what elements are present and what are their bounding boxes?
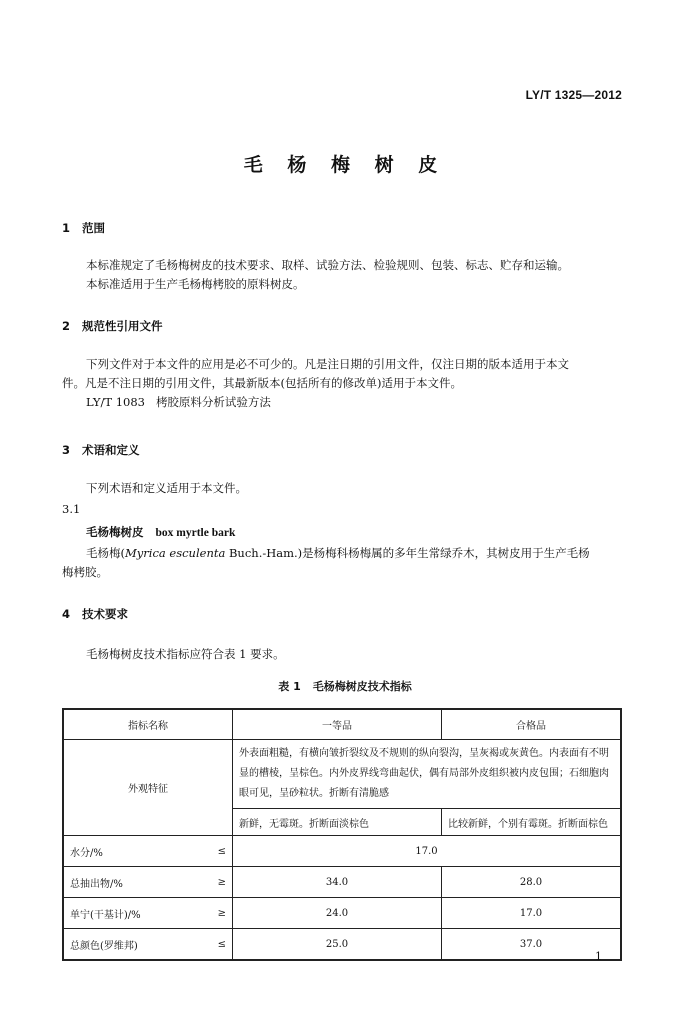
requirements-paragraph: [62, 645, 622, 664]
reference-entry: [62, 393, 622, 412]
appearance-first-grade: 新鲜，无霉斑。折断面淡棕色: [233, 809, 442, 836]
appearance-qualified: 比较新鲜，个别有霉斑。折断面棕色: [442, 809, 622, 836]
terms-intro: [62, 479, 622, 498]
section-heading-requirements: [62, 606, 128, 622]
references-line-1: 下列文件对于本文件的应用是必不可少的。凡是注日期的引用文件，仅注日期的版本适用于本文: [86, 357, 569, 371]
references-paragraph: [62, 355, 622, 412]
spec-table: [62, 708, 622, 961]
scope-line-1: 本标准规定了毛杨梅树皮的技术要求、取样、试验方法、检验规则、包装、标志、贮存和运输。: [86, 258, 569, 272]
term-english: box myrtle bark: [155, 527, 236, 539]
row-value-first: 25.0: [233, 929, 442, 961]
scope-line-2: 本标准适用于生产毛杨梅栲胶的原料树皮。: [86, 277, 305, 291]
page-number: 1: [595, 950, 602, 963]
appearance-common-desc: 外表面粗糙，有横向皱折裂纹及不规则的纵向裂沟，呈灰褐或灰黄色。内表面有不明显的槽棱，呈棕色。内外皮界线弯曲起伏，偶有局部外皮组织被内皮包围；石细胞肉眼可见，呈砂粒状。折断有清脆感: [233, 740, 622, 809]
terms-intro-text: 下列术语和定义适用于本文件。: [86, 481, 247, 495]
term-entry: [86, 524, 235, 540]
table-caption: [0, 678, 690, 694]
row-operator: ≥: [196, 867, 233, 898]
scope-paragraph: [62, 256, 622, 294]
row-value-merged: 17.0: [233, 836, 622, 867]
header-qualified: 合格品: [442, 709, 622, 740]
row-label: 总颜色(罗维邦): [63, 929, 196, 961]
appearance-row: [63, 740, 621, 809]
row-operator: ≤: [196, 929, 233, 961]
section-number: 3: [62, 443, 71, 457]
term-item-number: 3.1: [62, 502, 81, 516]
table-row: [63, 898, 621, 929]
table-title: 毛杨梅树皮技术指标: [312, 680, 412, 693]
table-header-row: [63, 709, 621, 740]
term-definition: [62, 544, 622, 582]
section-heading-scope: [62, 220, 105, 236]
term-chinese: 毛杨梅树皮: [86, 525, 144, 539]
row-operator: ≤: [196, 836, 233, 867]
section-number: 1: [62, 221, 71, 235]
standard-code: LY/T 1325—2012: [525, 88, 622, 102]
section-heading-references: [62, 318, 163, 334]
section-number: 2: [62, 319, 71, 333]
section-title: 技术要求: [82, 607, 128, 621]
latin-name: Myrica esculenta: [125, 546, 226, 560]
section-title: 术语和定义: [82, 443, 140, 457]
definition-mid: Buch.-Ham.)是杨梅科杨梅属的多年生常绿乔木，其树皮用于生产毛杨: [225, 546, 590, 560]
reference-code: LY/T 1083: [86, 395, 145, 409]
row-label: 水分/%: [63, 836, 196, 867]
header-first-grade: 一等品: [233, 709, 442, 740]
table-row: [63, 929, 621, 961]
document-title: 毛 杨 梅 树 皮: [243, 154, 447, 176]
appearance-label: 外观特征: [63, 740, 233, 836]
definition-line-1: [62, 544, 622, 563]
row-value-qualified: 28.0: [442, 867, 622, 898]
table-number: 表 1: [278, 680, 301, 693]
row-value-qualified: 37.0: [442, 929, 622, 961]
header-indicator: 指标名称: [63, 709, 233, 740]
reference-title: 栲胶原料分析试验方法: [155, 395, 271, 409]
requirements-text: 毛杨梅树皮技术指标应符合表 1 要求。: [86, 647, 285, 661]
row-operator: ≥: [196, 898, 233, 929]
definition-prefix: 毛杨梅(: [86, 546, 125, 560]
row-value-first: 34.0: [233, 867, 442, 898]
section-heading-terms: [62, 442, 140, 458]
row-value-first: 24.0: [233, 898, 442, 929]
table-row: [63, 836, 621, 867]
row-label: 单宁(干基计)/%: [63, 898, 196, 929]
section-title: 规范性引用文件: [82, 319, 163, 333]
row-value-qualified: 17.0: [442, 898, 622, 929]
row-label: 总抽出物/%: [63, 867, 196, 898]
section-number: 4: [62, 607, 71, 621]
definition-line-2: 梅栲胶。: [62, 565, 108, 579]
section-title: 范围: [82, 221, 105, 235]
table-row: [63, 867, 621, 898]
references-line-2: 件。凡是不注日期的引用文件，其最新版本(包括所有的修改单)适用于本文件。: [62, 376, 462, 390]
